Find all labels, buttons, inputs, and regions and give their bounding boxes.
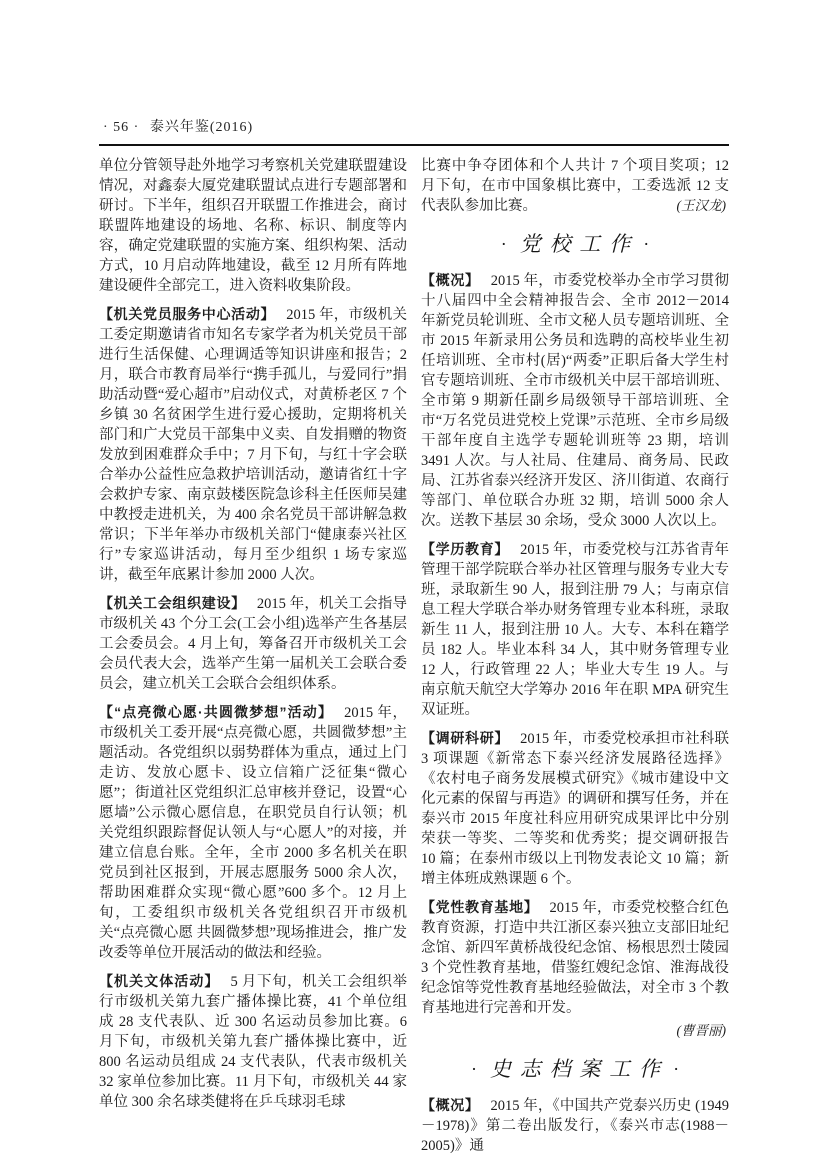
entry-label: 【机关党员服务中心活动】 <box>99 306 276 322</box>
page-number: · 56 · <box>103 120 140 135</box>
entry-text: 2015 年，市级机关工委定期邀请省市知名专家学者为机关党员干部进行生活保健、心理调适等知识讲座和报告；2 月，联合市教育局举行“携手孤儿，与爱同行”捐助活动暨“爱心超市”启动仪式，对黄桥老区 7 个乡镇 30 名贫困学生进行爱心援助，定期将机关部门和广大党员干部集中义卖、自发捐赠的物资发放到困难群众手中；7 月下旬，与红十字会联合举办公益性应急救护培训活动，邀请省红十字会救护专家、南京鼓楼医院急诊科主任医师吴建中教授走进机关，为 400 余名党员干部讲解急救常识；下半年举办市级机关部门“健康泰兴社区行”专家巡讲活动，每月至少组织 1 场专家巡讲，截至年底累计参加 2000 人次。 <box>99 307 407 583</box>
entry-label: 【概况】 <box>421 1097 480 1113</box>
right-column <box>421 155 729 1164</box>
entry-text: 2015 年，《中国共产党泰兴历史 (1949－1978)》第二卷出版发行，《泰兴市志(1988－2005)》通 <box>421 1098 730 1154</box>
entry-text: 2015 年，市委党校举办全市学习贯彻十八届四中全会精神报告会、全市 2012－2014 年新党员轮训班、全市文秘人员专题培训班、全市 2015 年新录用公务员和选聘的高校毕业生初任培训班、全市村(居)“两委”正职后备大学生村官专题培训班、全市市级机关中层干部培训班、全市第 9 期新任副乡局级领导干部培训班、全市“万名党员进党校上党课”示范班、全市乡局级干部年度自主选学专题轮训班等 23 期，培训 3491 人次。与人社局、住建局、商务局、民政局、江苏省泰兴经济开发区、济川街道、农商行等部门、单位联合办班 32 期，培训 5000 余人次。送教下基层 30 余场，受众 3000 人次以上。 <box>421 273 729 529</box>
page-header <box>103 116 729 136</box>
author-attribution: (王汉龙) <box>676 198 726 213</box>
title-dot-icon: · <box>470 1059 477 1079</box>
entry-label: 【“点亮微心愿·共圆微梦想”活动】 <box>99 704 334 720</box>
entry-sports-culture-activity <box>99 971 407 1112</box>
section-title-text: 党校工作 <box>519 232 640 256</box>
entry-label: 【概况】 <box>421 272 480 288</box>
book-title: 泰兴年鉴(2016) <box>149 120 254 135</box>
section-title-party-school-work <box>421 229 729 259</box>
entry-text: 2015 年，机关工会指导市级机关 43 个分工会(工会小组)选举产生各基层工会委员会。4 月上旬，筹备召开市级机关工会会员代表大会，选举产生第一届机关工会联合委员会，建立机关工会联合会组织体系。 <box>99 596 407 692</box>
entry-label: 【学历教育】 <box>421 541 510 557</box>
entry-label: 【机关文体活动】 <box>99 973 220 989</box>
title-dot-icon: · <box>673 1059 680 1079</box>
two-column-layout <box>99 155 729 1164</box>
author-attribution: (曹晋丽) <box>676 1023 726 1038</box>
entry-text: 5 月下旬，机关工会组织举行市级机关第九套广播体操比赛，41 个单位组成 28 支代表队、近 300 名运动员参加比赛。6 月下旬，市级机关第九套广播体操比赛中，近 800 名运动员组成 24 支代表队，代表市级机关 32 家单位参加比赛。11 月下旬，市级机关 44 家单位 300 余名球类健将在乒乓球羽毛球 <box>99 974 408 1110</box>
entry-party-member-service-center <box>99 304 407 585</box>
entry-micro-wish-activity <box>99 702 407 963</box>
entry-text: 2015 年，市级机关工委开展“点亮微心愿，共圆微梦想”主题活动。各党组织以弱势群体为重点，通过上门走访、发放心愿卡、设立信箱广泛征集“微心愿”；街道社区党组织汇总审核并登记，设置“心愿墙”公示微心愿信息，在职党员自行认领；机关党组织跟踪督促认领人与“心愿人”的对接，并建立信息台账。全年，全市 2000 多名机关在职党员到社区报到，开展志愿服务 5000 余人次，帮助困难群众实现“微心愿”600 多个。12 月上旬，工委组织市级机关各党组织召开市级机关“点亮微心愿 共圆微梦想”现场推进会，推广发改委等单位开展活动的做法和经验。 <box>99 705 408 961</box>
title-dot-icon: · <box>500 234 507 254</box>
entry-research <box>421 728 729 889</box>
page-content <box>99 116 729 1164</box>
entry-label: 【机关工会组织建设】 <box>99 595 246 611</box>
entry-label: 【调研科研】 <box>421 730 510 746</box>
entry-text: 2015 年，市委党校与江苏省青年管理干部学院联合举办社区管理与服务专业大专班，录取新生 90 人，报到注册 79 人；与南京信息工程大学联合举办财务管理专业本科班，录取新生 11 人，报到注册 10 人。大专、本科在籍学员 182 人。毕业本科 34 人，其中财务管理专业 12 人，行政管理 22 人；毕业大专生 19 人。与南京航天航空大学筹办 2016 年在职 MPA 研究生双证班。 <box>421 542 729 718</box>
entry-overview-history-archives <box>421 1095 729 1156</box>
entry-academic-education <box>421 539 729 720</box>
section-title-history-archives-work <box>421 1054 729 1084</box>
entry-union-organization-building <box>99 593 407 694</box>
entry-text: 2015 年，市委党校整合红色教育资源，打造中共江浙区泰兴独立支部旧址纪念馆、新四军黄桥战役纪念馆、杨根思烈士陵园 3 个党性教育基地，借鉴红嫂纪念馆、淮海战役纪念馆等党性教育基地经验做法，对全市 3 个教育基地进行完善和开发。 <box>421 900 729 1016</box>
entry-text: 2015 年，市委党校承担市社科联 3 项课题《新常态下泰兴经济发展路径选择》《农村电子商务发展模式研究》《城市建设中文化元素的保留与再造》的调研和撰写任务，并在泰兴市 2015 年度社科应用研究成果评比中分别荣获一等奖、二等奖和优秀奖；提交调研报告 10 篇；在泰州市级以上刊物发表论文 10 篇；新增主体班成熟课题 6 个。 <box>421 731 729 887</box>
header-rule <box>99 144 729 146</box>
entry-text: 单位分管领导赴外地学习考察机关党建联盟建设情况，对鑫泰大厦党建联盟试点进行专题部署和研讨。下半年，组织召开联盟工作推进会，商讨联盟阵地建设的场地、名称、标识、制度等内容，确定党建联盟的实施方案、组织构架、活动方式，10 月启动阵地建设，截至 12 月所有阵地建设硬件全部完工，进入资料收集阶段。 <box>99 158 407 294</box>
paragraph-continuation-party-building-alliance <box>99 155 407 296</box>
entry-overview-party-school <box>421 270 729 531</box>
left-column <box>99 155 407 1164</box>
section-title-text: 史志档案工作 <box>489 1057 669 1081</box>
title-dot-icon: · <box>643 234 650 254</box>
entry-party-spirit-education-base <box>421 897 729 1018</box>
entry-text: 比赛中争夺团体和个人共计 7 个项目奖项；12 月下旬，在市中国象棋比赛中，工委选派 12 支代表队参加比赛。 <box>421 158 729 214</box>
entry-label: 【党性教育基地】 <box>421 899 539 915</box>
